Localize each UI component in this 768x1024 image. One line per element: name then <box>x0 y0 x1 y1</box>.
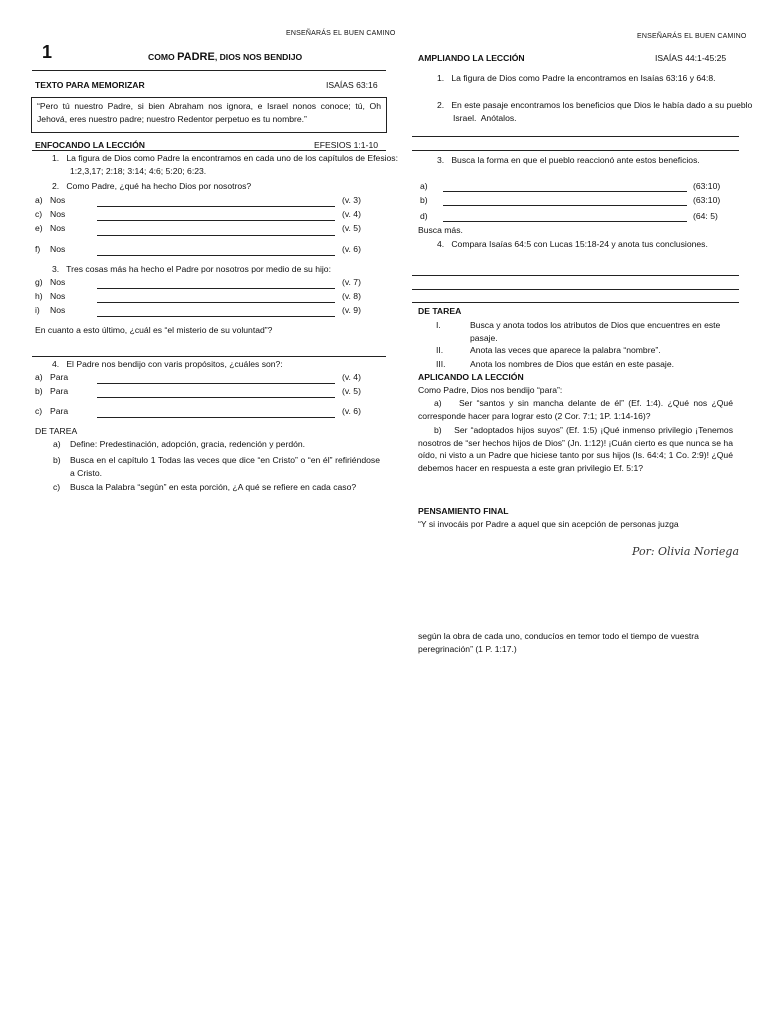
row-letter: c) <box>35 406 43 416</box>
expand-item-3: 3. Busca la forma en que el pueblo reaccionó ante estos beneficios. <box>437 155 700 165</box>
answer-line[interactable] <box>97 220 335 221</box>
hw-right-num: I. <box>436 320 441 330</box>
answer-line[interactable] <box>412 150 739 151</box>
busca-mas: Busca más. <box>418 225 463 235</box>
row-letter: b) <box>420 195 428 205</box>
row-word: Nos <box>50 291 66 301</box>
row-letter: h) <box>35 291 43 301</box>
row-letter: a) <box>35 195 43 205</box>
lesson-title <box>148 51 302 63</box>
answer-line[interactable] <box>97 397 335 398</box>
focus-rule <box>32 150 386 151</box>
row-letter: g) <box>35 277 43 287</box>
answer-line[interactable] <box>97 316 335 317</box>
homework-left-heading: DE TAREA <box>35 426 78 436</box>
answer-line[interactable] <box>97 417 335 418</box>
answer-line[interactable] <box>97 235 335 236</box>
answer-line[interactable] <box>412 302 739 303</box>
homework-right-heading: DE TAREA <box>418 306 462 316</box>
focus-q3: 3. Tres cosas más ha hecho el Padre por nosotros por medio de su hijo: <box>52 264 331 274</box>
focus-q4: 4. El Padre nos bendijo con varis propósitos, ¿cuáles son?: <box>52 359 283 369</box>
page-header-right: ENSEÑARÁS EL BUEN CAMINO <box>637 33 747 40</box>
row-letter: a) <box>420 181 428 191</box>
expand-ref: ISAÍAS 44:1-45:25 <box>655 53 727 63</box>
author-signature: Por: Olivia Noriega <box>632 545 740 558</box>
row-ref: (64: 5) <box>693 211 718 221</box>
answer-line[interactable] <box>412 289 739 290</box>
final-heading: PENSAMIENTO FINAL <box>418 506 509 516</box>
focus-ref: EFESIOS 1:1-10 <box>314 140 379 150</box>
row-letter: i) <box>35 305 40 315</box>
answer-line[interactable] <box>443 191 687 192</box>
row-word: Nos <box>50 209 66 219</box>
memorize-ref: ISAÍAS 63:16 <box>326 80 378 90</box>
expand-heading: AMPLIANDO LA LECCIÓN <box>418 53 525 63</box>
hw-left-letter: a) <box>53 439 61 449</box>
focus-q1: 1. La figura de Dios como Padre la encontramos en cada uno de los capítulos de Efesios: 1:2,3,17; 2:18; 3:14; 4:6; 5:20; 6:23. <box>52 153 398 176</box>
row-word: Nos <box>50 305 66 315</box>
row-letter: b) <box>35 386 43 396</box>
hw-right-num: III. <box>436 359 446 369</box>
row-ref: (v. 5) <box>342 386 361 396</box>
row-ref: (v. 4) <box>342 372 361 382</box>
title-pre: COMO <box>148 52 178 62</box>
answer-line[interactable] <box>97 383 335 384</box>
row-word: Para <box>50 372 69 382</box>
memorize-heading: TEXTO PARA MEMORIZAR <box>35 80 145 90</box>
expand-item-1: 1. La figura de Dios como Padre la encontramos en Isaías 63:16 y 64:8. <box>437 73 716 83</box>
row-ref: (v. 7) <box>342 277 361 287</box>
row-ref: (v. 3) <box>342 195 361 205</box>
answer-line[interactable] <box>97 255 335 256</box>
answer-line[interactable] <box>97 302 335 303</box>
row-word: Nos <box>50 277 66 287</box>
row-word: Para <box>50 406 69 416</box>
mystery-question: En cuanto a esto último, ¿cuál es “el misterio de su voluntad”? <box>35 325 273 335</box>
answer-line[interactable] <box>97 206 335 207</box>
hw-right-item: Anota las veces que aparece la palabra “nombre”. <box>470 345 661 355</box>
hw-left-letter: b) <box>53 455 61 465</box>
hw-left-letter: c) <box>53 482 61 492</box>
lesson-number: 1 <box>42 42 53 62</box>
row-letter: c) <box>35 209 43 219</box>
apply-heading: APLICANDO LA LECCIÓN <box>418 372 524 382</box>
hw-left-item: Define: Predestinación, adopción, gracia, redención y perdón. <box>70 439 306 449</box>
apply-item-a: a) Ser “santos y sin mancha delante de él” (Ef. 1:4). ¿Qué nos ¿Qué corresponde hacer para lograr esto (2 Cor. 7:1; 1P. 1:14-16)? <box>418 398 733 421</box>
focus-q2: 2. Como Padre, ¿qué ha hecho Dios por nosotros? <box>52 181 252 191</box>
title-post: , DIOS NOS BENDIJO <box>214 52 303 62</box>
row-ref: (v. 8) <box>342 291 361 301</box>
apply-intro: Como Padre, Dios nos bendijo “para”: <box>418 385 563 395</box>
row-ref: (v. 6) <box>342 406 361 416</box>
hw-left-item: Busca en el capítulo 1 Todas las veces que dice “en Cristo” o “en él” refiriéndose a Cristo. <box>70 455 380 478</box>
row-letter: f) <box>35 244 41 254</box>
row-ref: (63:10) <box>693 181 721 191</box>
row-ref: (63:10) <box>693 195 721 205</box>
apply-item-b: b) Ser “adoptados hijos suyos” (Ef. 1:5) ¡Qué inmenso privilegio ¡Tenemos nosotros de “ser hechos hijos de Dios” (Jn. 1:12)! ¡Cuán cierto es que nunca se ha oído, ni visto a un Padre que hiciese tanto por sus hijos (Is. 64:4; 1 Co. 2:9)! ¿Qué debemos hacer en respuesta a este gran privilegio Ef. 5:1? <box>418 425 733 473</box>
hw-right-num: II. <box>436 345 444 355</box>
expand-item-4: 4. Compara Isaías 64:5 con Lucas 15:18-24 y anota tus conclusiones. <box>437 239 708 249</box>
row-letter: e) <box>35 223 43 233</box>
row-ref: (v. 5) <box>342 223 361 233</box>
row-ref: (v. 6) <box>342 244 361 254</box>
row-word: Para <box>50 386 69 396</box>
row-ref: (v. 9) <box>342 305 361 315</box>
row-word: Nos <box>50 223 66 233</box>
hw-right-item: Busca y anota todos los atributos de Dios que encuentres en este pasaje. <box>470 320 721 343</box>
answer-line[interactable] <box>97 288 335 289</box>
title-big: PADRE <box>177 51 215 63</box>
final-continuation: según la obra de cada uno, conducíos en temor todo el tiempo de vuestra peregrinación” (1 P. 1:17.) <box>418 631 699 654</box>
answer-line[interactable] <box>412 136 739 137</box>
answer-line[interactable] <box>412 275 739 276</box>
row-letter: a) <box>35 372 43 382</box>
expand-item-2: 2. En este pasaje encontramos los beneficios que Dios le había dado a su pueblo Israel. Anótalos. <box>437 100 753 123</box>
final-text: “Y si invocáis por Padre a aquel que sin acepción de personas juzga <box>418 519 679 529</box>
answer-line[interactable] <box>443 221 687 222</box>
hw-left-item: Busca la Palabra “según” en esta porción, ¿A qué se refiere en cada caso? <box>70 482 357 492</box>
row-word: Nos <box>50 244 66 254</box>
answer-line[interactable] <box>443 205 687 206</box>
row-letter: d) <box>420 211 428 221</box>
hw-right-item: Anota los nombres de Dios que están en este pasaje. <box>470 359 674 369</box>
row-ref: (v. 4) <box>342 209 361 219</box>
title-rule <box>32 70 386 71</box>
memorize-verse-box: “Pero tú nuestro Padre, si bien Abraham nos ignora, e Israel nonos conoce; tú, Oh Jehová, eres nuestro padre; nuestro Redentor perpetuo es tu nombre.” <box>31 97 387 133</box>
section-rule <box>32 356 386 357</box>
page-header-left: ENSEÑARÁS EL BUEN CAMINO <box>286 30 396 37</box>
focus-heading: ENFOCANDO LA LECCIÓN <box>35 140 145 150</box>
row-word: Nos <box>50 195 66 205</box>
